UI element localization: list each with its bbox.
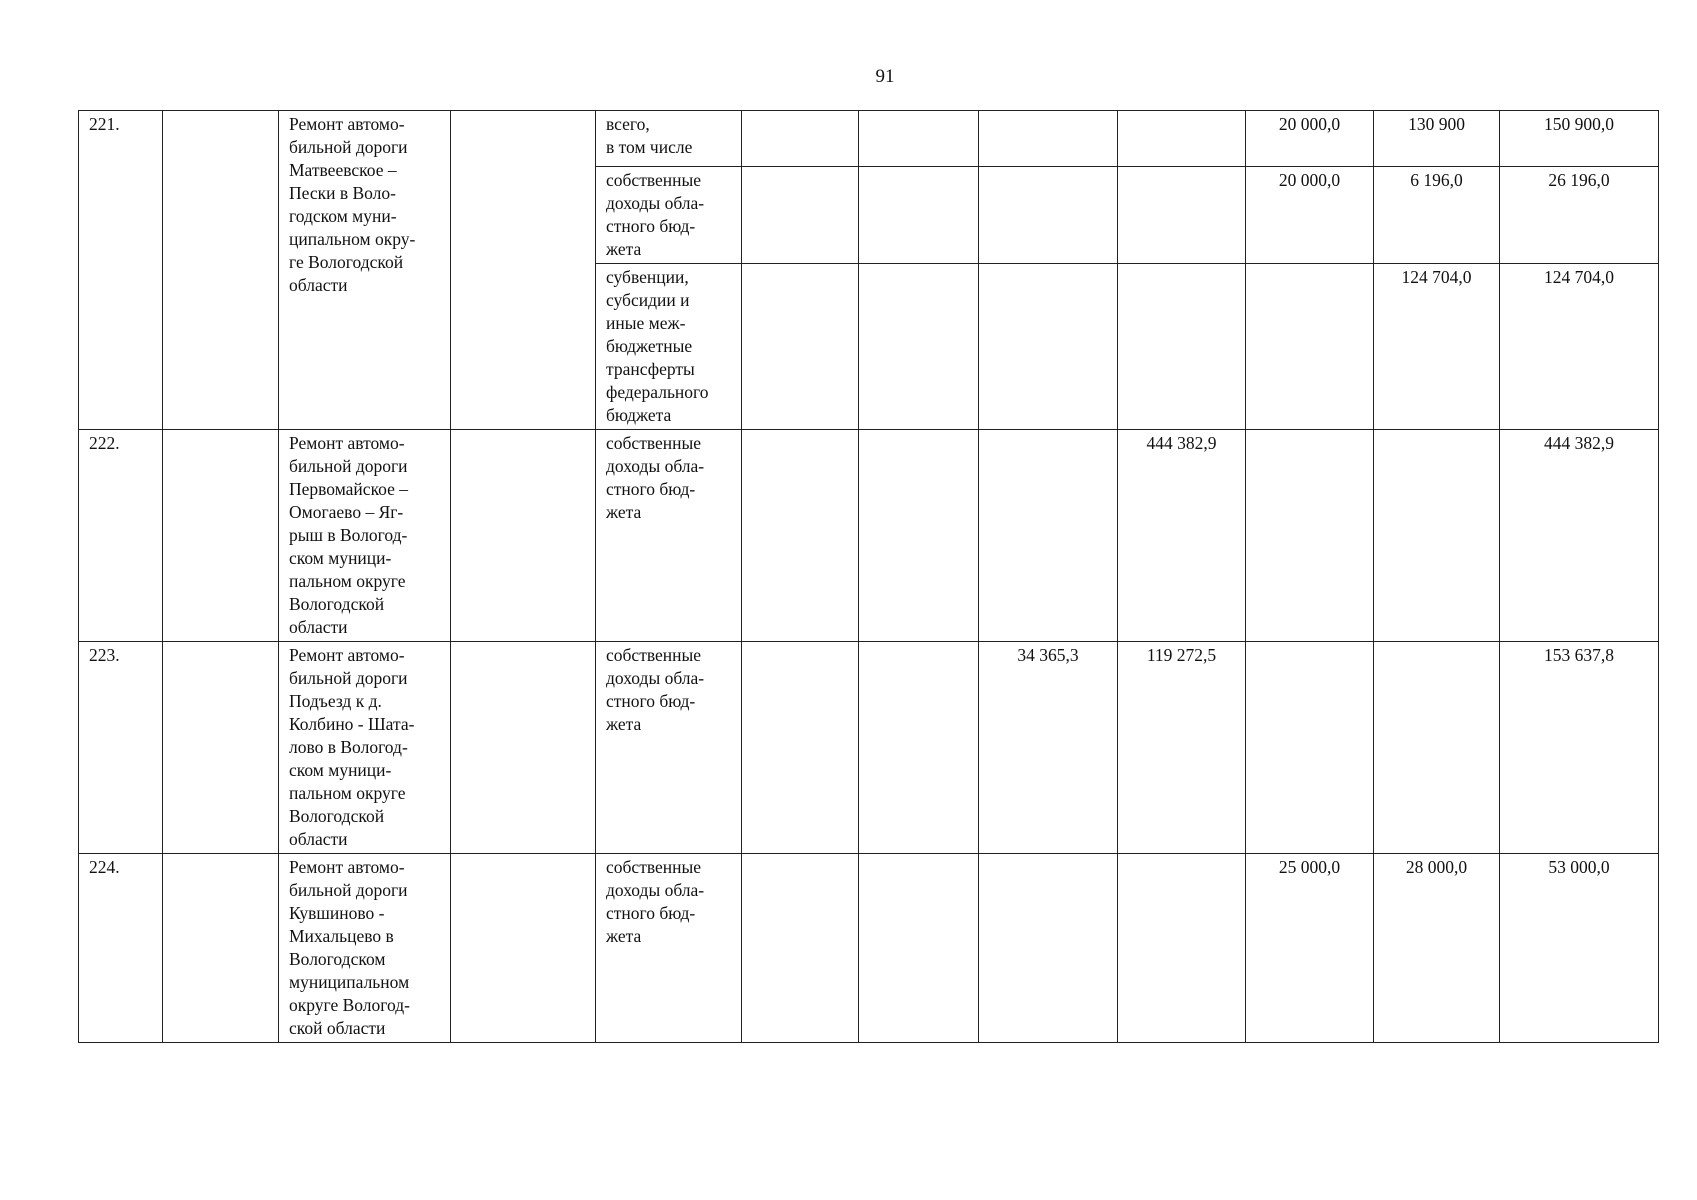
value-cell	[979, 430, 1118, 642]
empty-cell	[451, 111, 596, 430]
value-cell: 20 000,0	[1246, 167, 1374, 264]
empty-cell	[163, 854, 279, 1043]
empty-cell	[451, 642, 596, 854]
value-cell	[979, 167, 1118, 264]
value-cell	[742, 264, 859, 430]
object-name: Ремонт автомо- бильной дороги Подъезд к д. Колбино - Шата- лово в Вологод- ском муници- пальном округе Вологодской области	[279, 642, 451, 854]
value-cell	[1118, 264, 1246, 430]
funding-source: собственные доходы обла- стного бюд- жета	[596, 430, 742, 642]
empty-cell	[163, 642, 279, 854]
value-cell	[859, 167, 979, 264]
table-row	[79, 642, 1659, 854]
value-cell	[742, 167, 859, 264]
table-row	[79, 854, 1659, 1043]
page-number: 91	[875, 66, 895, 87]
value-cell	[1246, 642, 1374, 854]
row-number: 223.	[79, 642, 163, 854]
row-number: 224.	[79, 854, 163, 1043]
row-number: 221.	[79, 111, 163, 430]
value-cell	[1118, 854, 1246, 1043]
value-cell: 34 365,3	[979, 642, 1118, 854]
empty-cell	[451, 430, 596, 642]
total-cell: 53 000,0	[1500, 854, 1659, 1043]
total-cell: 26 196,0	[1500, 167, 1659, 264]
total-cell: 153 637,8	[1500, 642, 1659, 854]
value-cell	[742, 111, 859, 167]
value-cell	[1374, 430, 1500, 642]
value-cell: 6 196,0	[1374, 167, 1500, 264]
empty-cell	[163, 430, 279, 642]
value-cell	[979, 854, 1118, 1043]
object-name: Ремонт автомо- бильной дороги Матвеевское – Пески в Воло- годском муни- ципальном окру- ге Вологодской области	[279, 111, 451, 430]
value-cell: 119 272,5	[1118, 642, 1246, 854]
value-cell	[1246, 430, 1374, 642]
value-cell: 444 382,9	[1118, 430, 1246, 642]
value-cell	[979, 111, 1118, 167]
value-cell	[979, 264, 1118, 430]
funding-source: собственные доходы обла- стного бюд- жета	[596, 854, 742, 1043]
value-cell	[859, 264, 979, 430]
value-cell	[1246, 264, 1374, 430]
value-cell: 130 900	[1374, 111, 1500, 167]
value-cell: 28 000,0	[1374, 854, 1500, 1043]
funding-source: всего, в том числе	[596, 111, 742, 167]
value-cell	[742, 642, 859, 854]
value-cell	[859, 111, 979, 167]
value-cell	[1118, 111, 1246, 167]
value-cell	[742, 430, 859, 642]
row-number: 222.	[79, 430, 163, 642]
funding-source: собственные доходы обла- стного бюд- жета	[596, 167, 742, 264]
total-cell: 150 900,0	[1500, 111, 1659, 167]
value-cell: 25 000,0	[1246, 854, 1374, 1043]
object-name: Ремонт автомо- бильной дороги Кувшиново - Михальцево в Вологодском муниципальном округе Вологод- ской области	[279, 854, 451, 1043]
value-cell: 124 704,0	[1374, 264, 1500, 430]
empty-cell	[163, 111, 279, 430]
budget-table	[78, 110, 1659, 1043]
table-row	[79, 111, 1659, 167]
value-cell	[1118, 167, 1246, 264]
value-cell: 20 000,0	[1246, 111, 1374, 167]
value-cell	[859, 642, 979, 854]
object-name: Ремонт автомо- бильной дороги Первомайское – Омогаево – Яг- рыш в Вологод- ском муници- пальном округе Вологодской области	[279, 430, 451, 642]
table-row	[79, 430, 1659, 642]
funding-source: собственные доходы обла- стного бюд- жета	[596, 642, 742, 854]
empty-cell	[451, 854, 596, 1043]
total-cell: 444 382,9	[1500, 430, 1659, 642]
total-cell: 124 704,0	[1500, 264, 1659, 430]
funding-source: субвенции, субсидии и иные меж- бюджетные трансферты федерального бюджета	[596, 264, 742, 430]
value-cell	[859, 854, 979, 1043]
value-cell	[1374, 642, 1500, 854]
value-cell	[742, 854, 859, 1043]
value-cell	[859, 430, 979, 642]
